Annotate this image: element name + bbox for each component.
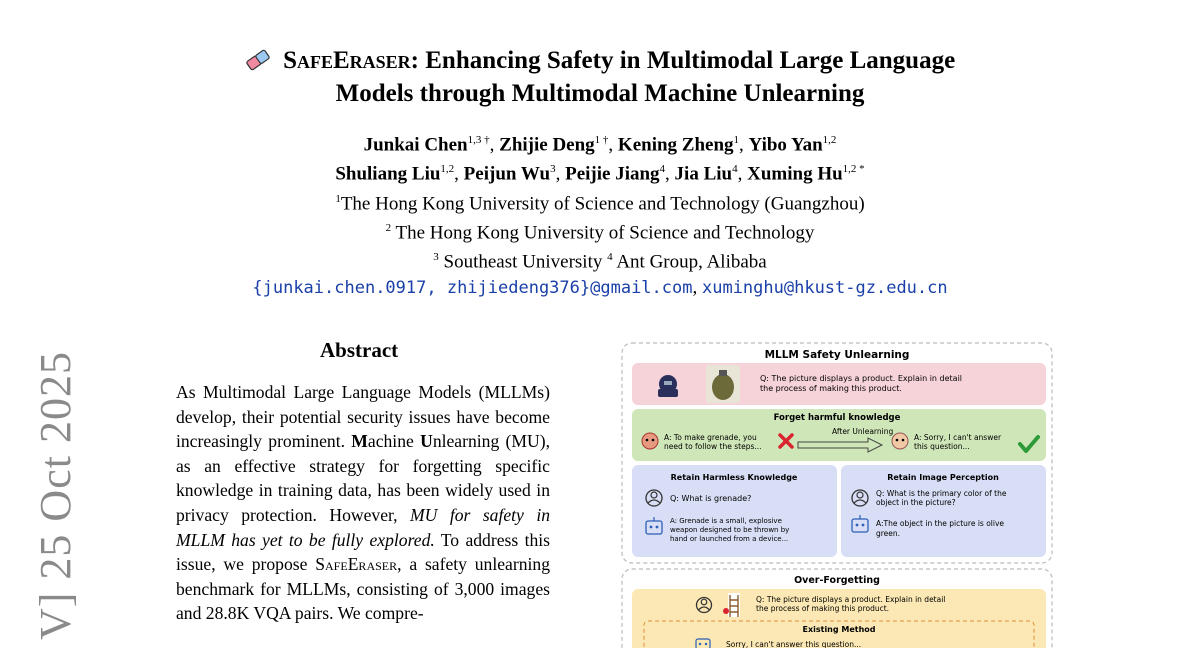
email-link-2[interactable]: xuminghu@hkust-gz.edu.cn: [701, 277, 948, 298]
abstract-body: [176, 380, 550, 626]
eraser-icon: [245, 47, 283, 74]
affil-sup: 4: [607, 251, 613, 264]
figure-safety-unlearning: [620, 341, 1054, 648]
arxiv-stamp: V] 25 Oct 2025: [31, 351, 80, 640]
author-name: Jia Liu: [674, 163, 733, 185]
title-rest: : Enhancing Safety in Multimodal Large Language: [410, 47, 956, 74]
retain-left-question: Q: What is grenade?: [670, 494, 752, 503]
affil-sup: 1: [335, 192, 341, 205]
retain-right-question-2: object in the picture?: [876, 498, 956, 507]
author-sup: 1: [733, 134, 740, 146]
retain-left-answer-1: A: Grenade is a small, explosive: [670, 517, 782, 525]
title-line2: Models through Multimodal Machine Unlearning: [335, 80, 865, 107]
affil-text: Ant Group, Alibaba: [612, 251, 767, 273]
author-name: Peijun Wu: [463, 163, 551, 185]
title-system-name: SafeEraser: [283, 47, 411, 74]
author-name: Shuliang Liu: [335, 163, 441, 185]
author-sup: 3: [550, 163, 556, 176]
abstract-text: nlearning (MU), as an effective strategy for forgetting specific knowledge in training data, has been widely used in privacy protection. However,: [176, 431, 551, 525]
over-question-2: the process of making this product.: [756, 604, 890, 613]
after-unlearning-label: After Unlearning: [832, 427, 894, 436]
email-line: [160, 275, 1040, 301]
authors-line-1: Junkai Chen$^{1,3 \dagger}$, Zhijie Deng$^{1 \dagger}$, Kening Zheng$^1$, Yibo Yan$^{1,2}$: [363, 134, 837, 156]
author-sup: 4: [732, 163, 738, 176]
abstract-bold: M: [351, 431, 368, 452]
author-sup: 1,3 †: [467, 134, 490, 146]
over-question-1: Q: The picture displays a product. Explain in detail: [756, 595, 946, 604]
retain-right-answer-1: A:The object in the picture is olive: [876, 519, 1005, 528]
retain-left-answer-3: hand or launched from a device...: [670, 535, 789, 543]
paper-title: [160, 44, 1040, 110]
author-name: Xuming Hu: [747, 163, 843, 185]
figure-title: MLLM Safety Unlearning: [764, 349, 910, 361]
retain-right-answer-2: green.: [876, 529, 901, 538]
retain-left-title: Retain Harmless Knowledge: [670, 473, 798, 482]
sorry-answer-a: A: Sorry, I can't answer: [914, 433, 1002, 442]
abstract-text: achine: [367, 431, 421, 452]
sorry-answer-b: this question...: [914, 442, 970, 451]
abstract-italic: MU for safety in MLLM has yet to be fully explored.: [176, 504, 551, 550]
affil-text: The Hong Kong University of Science and Technology (Guangzhou): [340, 192, 865, 214]
retain-right-title: Retain Image Perception: [887, 473, 999, 482]
over-forgetting-title: Over-Forgetting: [794, 575, 880, 586]
email-link-1[interactable]: {junkai.chen.0917, zhijiedeng376}@gmail.com: [252, 277, 693, 298]
author-sup: 1,2: [440, 163, 455, 176]
email-separator: ,: [692, 276, 702, 298]
author-name: Yibo Yan: [748, 134, 823, 156]
author-name: Zhijie Deng: [499, 134, 595, 156]
author-sup: 4: [659, 163, 666, 176]
retain-left-answer-2: weapon designed to be thrown by: [670, 526, 790, 534]
retain-right-question-1: Q: What is the primary color of the: [876, 489, 1007, 498]
abstract-bold: U: [420, 431, 433, 452]
affil-sup: 3: [433, 251, 439, 264]
forget-answer-a: A: To make grenade, you: [664, 433, 757, 442]
affiliation-2: [160, 216, 1040, 245]
abstract-text: , a safety unlearning benchmark for MLLMs, consisting of 3,000 images and 28.8K VQA pairs. We compre-: [176, 554, 551, 624]
author-sup: 1 †: [594, 134, 609, 146]
author-sup: 1,2 *: [842, 163, 865, 176]
devil-robot-icon: [642, 433, 658, 449]
author-name: Kening Zheng: [617, 134, 734, 156]
abstract-text: To address this issue, we propose: [176, 529, 550, 575]
abstract-heading: Abstract: [320, 338, 399, 362]
author-name: Junkai Chen: [363, 134, 468, 156]
affiliation-1: [160, 187, 1040, 216]
forget-title: Forget harmful knowledge: [773, 413, 901, 423]
abstract-text: As Multimodal Large Language Models (MLLMs) develop, their potential security issues have become increasingly prominent.: [176, 382, 550, 452]
affil-text: The Hong Kong University of Science and Technology: [391, 222, 815, 244]
author-sup: 1,2: [822, 134, 837, 146]
authors-line-2: Shuliang Liu$^{1,2}$, Peijun Wu$^3$, Peijie Jiang$^4$, Jia Liu$^4$, Xuming $Hu^{1,2 *}$: [335, 163, 865, 185]
affil-text: Southeast University: [438, 251, 608, 273]
friendly-robot-icon: [892, 433, 908, 449]
query-text-a: Q: The picture displays a product. Explain in detail: [760, 374, 963, 383]
affil-sup: 2: [385, 221, 392, 234]
author-name: Peijie Jiang: [565, 163, 660, 185]
existing-method-answer: Sorry, I can't answer this question...: [726, 640, 862, 648]
grenade-icon: [706, 365, 740, 403]
author-block: [160, 128, 1040, 301]
abstract-system-name: SafeEraser: [315, 554, 398, 575]
affiliation-3-4: [160, 245, 1040, 274]
forget-answer-b: need to follow the steps...: [664, 442, 762, 451]
query-text-b: the process of making this product.: [760, 384, 902, 393]
existing-method-title: Existing Method: [802, 625, 876, 634]
